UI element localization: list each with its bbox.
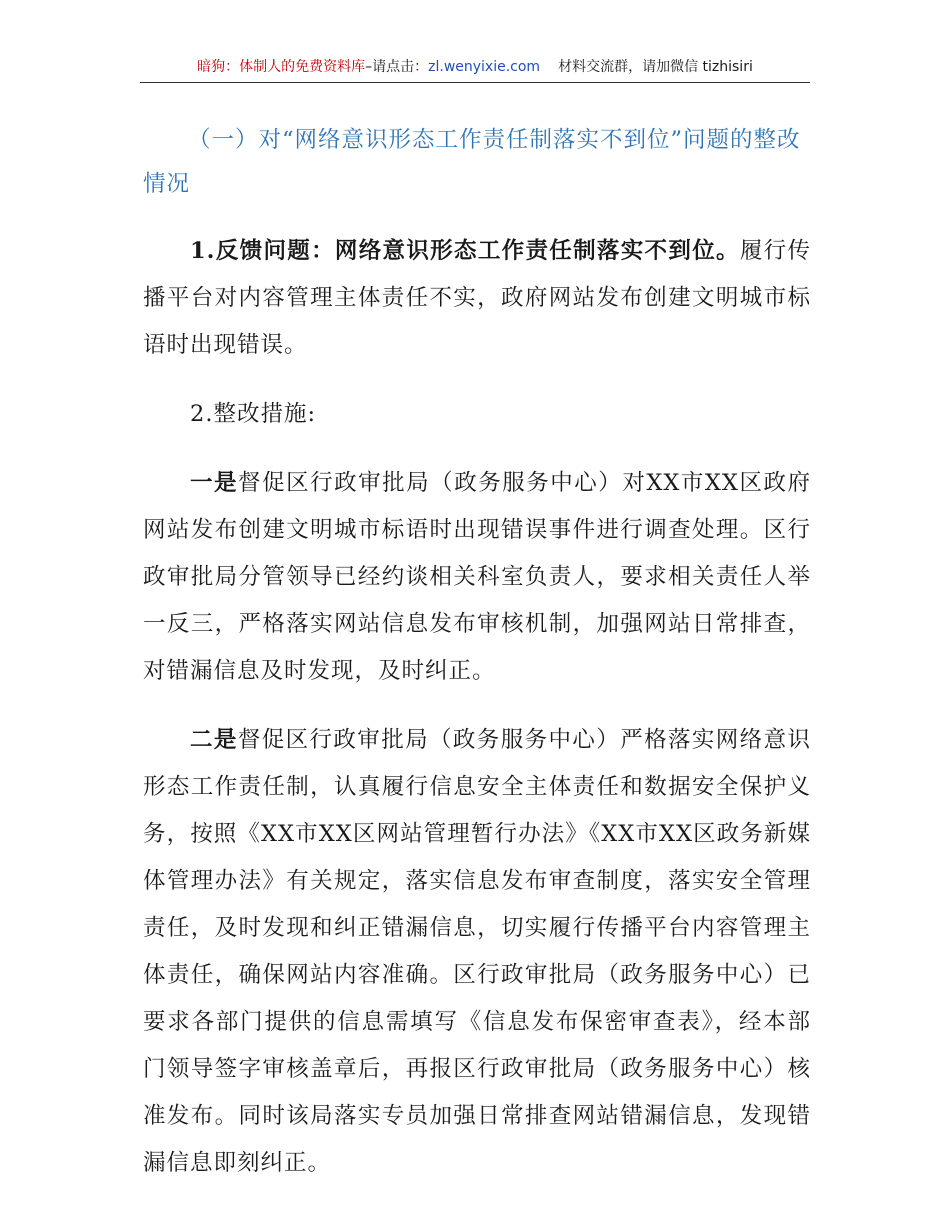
measure-one-paragraph: [143, 460, 811, 695]
measure-one-lead: 一是: [190, 470, 239, 496]
page-header: [140, 56, 810, 83]
document-body: [143, 118, 811, 1187]
issue-text: 履行传播平台对内容管理主体责任不实，政府网站发布创建文明城市标语时出现错误。: [143, 238, 811, 358]
header-url-link[interactable]: zl.wenyixie.com: [428, 59, 541, 75]
measure-one-text: 督促区行政审批局（政务服务中心）对XX市XX区政府网站发布创建文明城市标语时出现错误事件进行调查处理。区行政审批局分管领导已经约谈相关科室负责人，要求相关责任人举一反三，严格落实网站信息发布审核机制，加强网站日常排查，对错漏信息及时发现，及时纠正。: [143, 470, 811, 684]
measures-label: 2.整改措施:: [190, 401, 317, 427]
header-click-prompt: –请点击：: [365, 59, 429, 75]
measure-two-paragraph: [143, 717, 811, 1187]
issue-paragraph: [143, 228, 811, 369]
issue-label: 1.反馈问题：网络意识形态工作责任制落实不到位。: [190, 238, 740, 264]
header-brand: 暗狗：体制人的免费资料库: [197, 59, 366, 75]
measure-two-text: 督促区行政审批局（政务服务中心）严格落实网络意识形态工作责任制，认真履行信息安全主体责任和数据安全保护义务，按照《XX市XX区网站管理暂行办法》《XX市XX区政务新媒体管理办法》有关规定，落实信息发布审查制度，落实安全管理责任，及时发现和纠正错漏信息，切实履行传播平台内容管理主体责任，确保网站内容准确。区行政审批局（政务服务中心）已要求各部门提供的信息需填写《信息发布保密审查表》，经本部门领导签字审核盖章后，再报区行政审批局（政务服务中心）核准发布。同时该局落实专员加强日常排查网站错漏信息，发现错漏信息即刻纠正。: [143, 727, 811, 1176]
section-heading: （一）对“网络意识形态工作责任制落实不到位”问题的整改情况: [143, 127, 801, 197]
measure-two-lead: 二是: [190, 727, 238, 753]
header-group-info: 材料交流群，请加微信 tizhisiri: [558, 59, 753, 75]
